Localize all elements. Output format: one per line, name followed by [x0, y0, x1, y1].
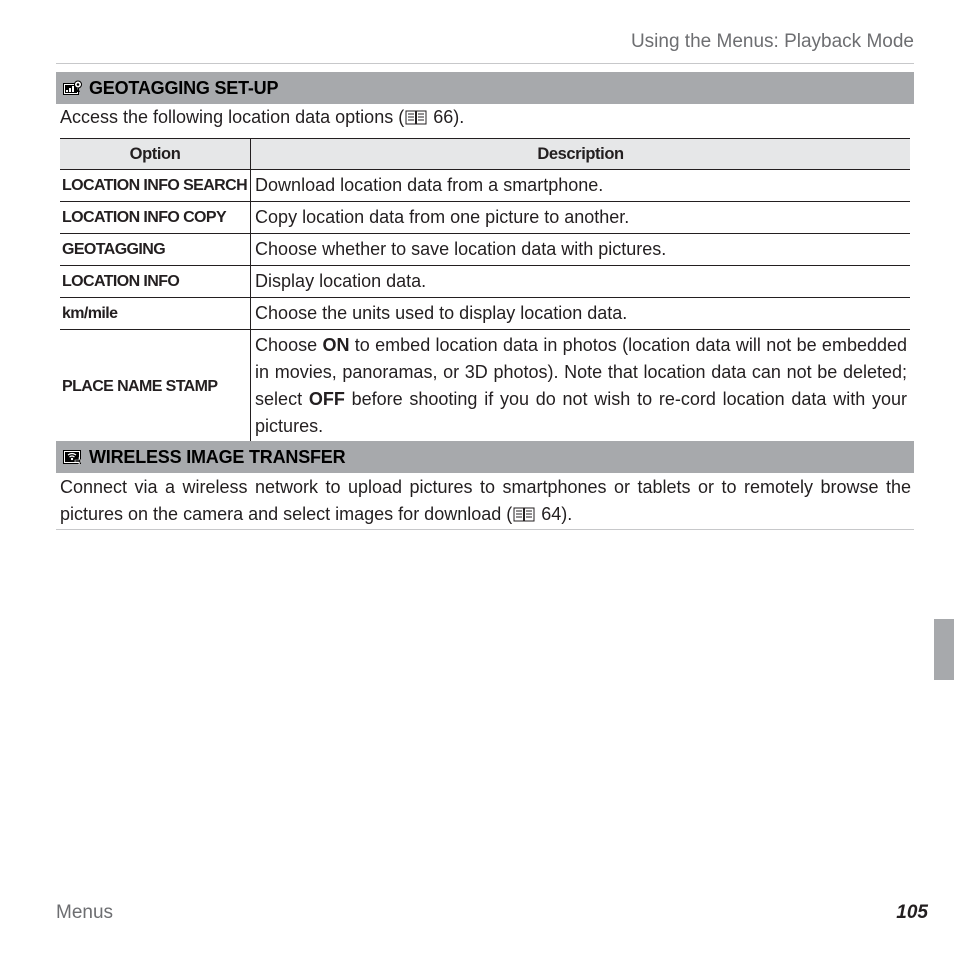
page-reference[interactable]: 66 [433, 107, 454, 127]
option-cell: km/mile [60, 298, 251, 330]
section-bottom-rule [56, 529, 914, 530]
page-number: 105 [896, 902, 928, 923]
description-text: Connect via a wireless network to upload pictures to smartphones or tablets or to remotely browse the pictures on the camera and select images for download ( [60, 477, 911, 524]
page-reference[interactable]: 64 [541, 504, 562, 524]
page-header-title: Using the Menus: Playback Mode [630, 31, 914, 52]
book-reference-icon [513, 503, 535, 530]
description-cell: Display location data. [251, 266, 910, 298]
intro-text: Access the following location data options ( [60, 107, 405, 127]
table-row [60, 266, 910, 298]
section-wireless-image-transfer [56, 441, 914, 473]
intro-text-end: ). [453, 107, 465, 127]
description-cell: Download location data from a smartphone. [251, 170, 910, 202]
location-options-table [60, 138, 910, 443]
column-header-option: Option [60, 139, 251, 170]
description-text: before shooting if you do not wish to re-cord location data with your pictures. [255, 389, 907, 436]
geotagging-intro [60, 107, 464, 130]
column-header-description: Description [251, 139, 910, 170]
table-row [60, 298, 910, 330]
section-title: WIRELESS IMAGE TRANSFER [89, 446, 346, 467]
header-rule [56, 63, 914, 64]
footer-section-name: Menus [56, 902, 114, 923]
option-cell: LOCATION INFO SEARCH [60, 170, 251, 202]
description-text: Choose [255, 335, 323, 355]
description-cell: Choose the units used to display location data. [251, 298, 910, 330]
description-cell [251, 330, 910, 443]
wireless-transfer-description [60, 474, 911, 530]
description-text: to embed location data in photos (location data will not be embedded in movies, panoramas, or 3D photos). Note that location data can not be deleted; select [255, 335, 908, 409]
chapter-tab [934, 619, 954, 680]
description-text-end: ). [561, 504, 573, 524]
section-geotagging-setup [56, 72, 914, 104]
table-row [60, 202, 910, 234]
off-label: OFF [308, 389, 345, 409]
on-label: ON [322, 335, 350, 355]
description-cell: Choose whether to save location data with pictures. [251, 234, 910, 266]
description-cell: Copy location data from one picture to another. [251, 202, 910, 234]
table-row [60, 330, 910, 443]
table-row [60, 234, 910, 266]
option-cell: GEOTAGGING [60, 234, 251, 266]
option-cell: LOCATION INFO COPY [60, 202, 251, 234]
table-row [60, 170, 910, 202]
book-reference-icon [405, 109, 427, 130]
wireless-transfer-icon [63, 449, 83, 465]
geotagging-icon [63, 80, 83, 96]
option-cell: PLACE NAME STAMP [60, 330, 251, 443]
table-header-row [60, 139, 910, 170]
option-cell: LOCATION INFO [60, 266, 251, 298]
section-title: GEOTAGGING SET-UP [89, 77, 279, 98]
